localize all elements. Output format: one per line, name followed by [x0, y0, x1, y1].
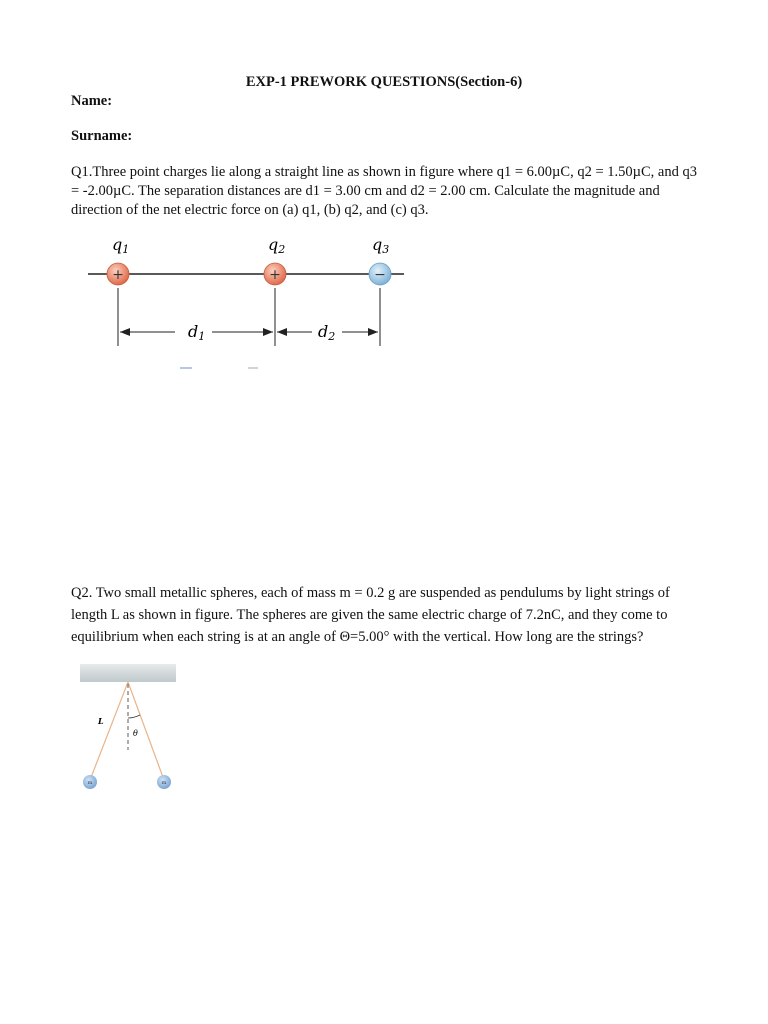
question-2-text: Q2. Two small metallic spheres, each of mass m = 0.2 g are suspended as pendulums by light strings of length L as shown in figure. The spheres are given the same electric charge of 7.2nC, and they come to equilibrium when each string is at an angle of Θ=5.00° with the vertical. How long are the strings? — [71, 585, 670, 645]
d1-label: d1 — [188, 322, 206, 343]
angle-label: θ — [133, 729, 138, 738]
q1-charges-figure — [80, 228, 420, 373]
question-1-text: Q1.Three point charges lie along a straight line as shown in figure where q1 = 6.00µC, q2 = 1.50µC, and q3 = -2.00µC. The separation distances are d1 = 3.00 cm and d2 = 2.00 cm. Calculate the magnitude and direction of the net electric force on (a) q1, (b) q2, and (c) q3. — [71, 164, 697, 218]
right-sphere-mass-label: m — [161, 780, 167, 786]
d2-label: d2 — [318, 322, 336, 343]
q2-sign: + — [269, 267, 281, 283]
left-string — [90, 682, 128, 780]
q2-pendulum-figure — [78, 662, 180, 797]
d1-right-arrowhead — [263, 328, 273, 336]
ceiling — [80, 664, 176, 682]
d2-right-arrowhead — [368, 328, 378, 336]
angle-arc — [128, 715, 140, 718]
d1-left-arrowhead — [120, 328, 130, 336]
name-label: Name: — [71, 93, 113, 109]
q2-label: q2 — [268, 235, 286, 256]
surname-label: Surname: — [71, 128, 133, 144]
q1-label: q1 — [112, 235, 130, 256]
q3-label: q3 — [372, 235, 390, 256]
d2-left-arrowhead — [277, 328, 287, 336]
q1-sign: + — [112, 267, 124, 283]
length-label: L — [98, 716, 104, 726]
page-title: EXP-1 PREWORK QUESTIONS(Section-6) — [245, 74, 523, 90]
q3-sign: − — [374, 267, 386, 283]
left-sphere-mass-label: m — [87, 780, 93, 786]
